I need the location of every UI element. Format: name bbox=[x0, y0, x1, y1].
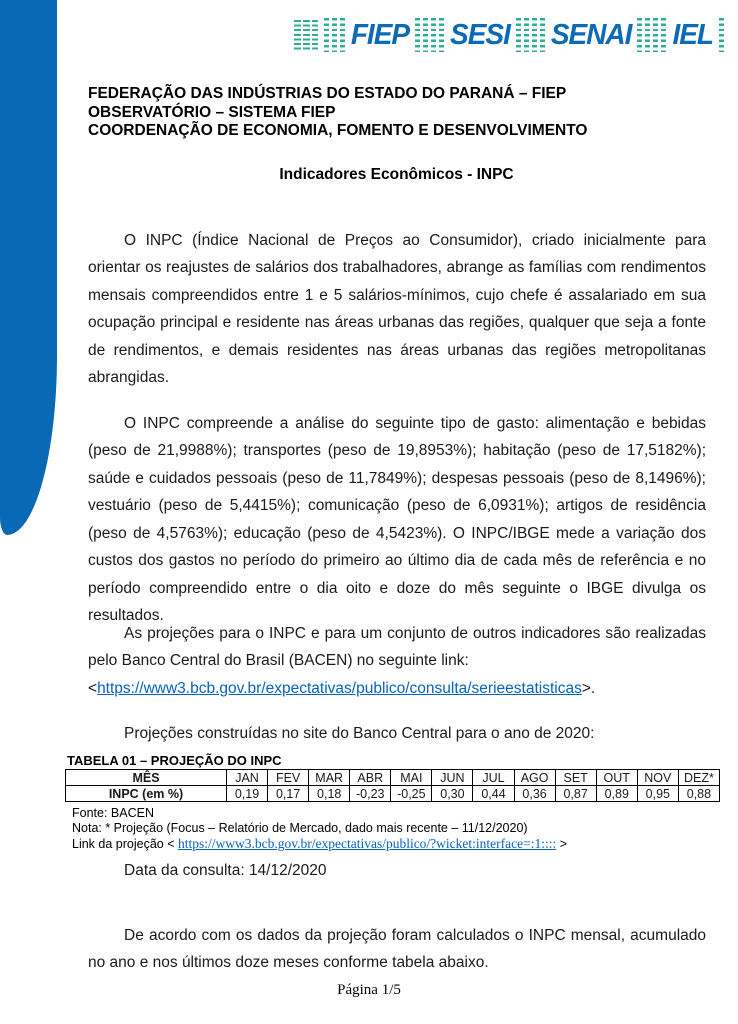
paragraph-projections-2020: Projeções construídas no site do Banco Central para o ano de 2020: bbox=[124, 724, 595, 742]
consultation-date: Data da consulta: 14/12/2020 bbox=[124, 862, 327, 879]
inpc-projection-table bbox=[65, 769, 720, 802]
header-cell-month: NOV bbox=[637, 770, 678, 786]
header-cell-mes: MÊS bbox=[66, 770, 227, 786]
header-cell-month: MAR bbox=[309, 770, 350, 786]
value-cell: 0,95 bbox=[637, 786, 678, 802]
header-line-coordenacao: COORDENAÇÃO DE ECONOMIA, FOMENTO E DESENVOLVIMENTO bbox=[88, 122, 588, 140]
table-notes bbox=[72, 806, 712, 853]
bacen-series-link[interactable]: https://www3.bcb.gov.br/expectativas/publico/consulta/serieestatisticas bbox=[97, 679, 582, 697]
table-source: Fonte: BACEN bbox=[72, 806, 154, 820]
logo-dashes-icon bbox=[637, 18, 666, 52]
row-label-inpc: INPC (em %) bbox=[66, 786, 227, 802]
paragraph-calculation-note: De acordo com os dados da projeção foram calculados o INPC mensal, acumulado no ano e nos últimos doze meses conforme tabela abaixo. bbox=[88, 926, 706, 971]
logo-dashes-icon bbox=[324, 18, 345, 52]
fiep-system-logo bbox=[294, 16, 724, 54]
header-line-observatorio: OBSERVATÓRIO – SISTEMA FIEP bbox=[88, 103, 336, 121]
value-cell: 0,30 bbox=[432, 786, 473, 802]
value-cell: 0,17 bbox=[268, 786, 309, 802]
header-cell-month: JAN bbox=[227, 770, 268, 786]
bacen-projection-link[interactable]: https://www3.bcb.gov.br/expectativas/publico/?wicket:interface=:1:::: bbox=[177, 836, 557, 852]
projections-intro-text: As projeções para o INPC e para um conjunto de outros indicadores são realizadas pelo Banco Central do Brasil (BACEN) no seguinte link: bbox=[88, 624, 706, 669]
table-note: Nota: * Projeção (Focus – Relatório de Mercado, dado mais recente – 11/12/2020) bbox=[72, 821, 528, 836]
link-suffix: > bbox=[556, 837, 568, 852]
logo-dashes-icon bbox=[719, 18, 724, 52]
table-caption: TABELA 01 – PROJEÇÃO DO INPC bbox=[67, 753, 282, 768]
logo-word-fiep: FIEP bbox=[350, 18, 410, 51]
header-cell-month: JUL bbox=[473, 770, 514, 786]
value-cell: -0,23 bbox=[350, 786, 391, 802]
value-cell: 0,89 bbox=[596, 786, 637, 802]
angle-open: < bbox=[88, 679, 98, 697]
header-cell-month: FEV bbox=[268, 770, 309, 786]
value-cell: -0,25 bbox=[391, 786, 432, 802]
header-cell-month: OUT bbox=[596, 770, 637, 786]
header-cell-month: JUN bbox=[432, 770, 473, 786]
value-cell: 0,87 bbox=[555, 786, 596, 802]
link-wrapper bbox=[88, 680, 595, 697]
document-header bbox=[88, 85, 705, 141]
header-cell-month: ABR bbox=[350, 770, 391, 786]
logo-word-sesi: SESI bbox=[450, 18, 510, 51]
header-cell-month: DEZ* bbox=[678, 770, 719, 786]
logo-word-iel: IEL bbox=[672, 18, 713, 51]
link-prefix: Link da projeção < bbox=[72, 837, 178, 852]
table-header-row bbox=[66, 770, 720, 786]
value-cell: 0,36 bbox=[514, 786, 555, 802]
value-cell: 0,19 bbox=[227, 786, 268, 802]
value-cell: 0,44 bbox=[473, 786, 514, 802]
logo-dashes-icon bbox=[415, 18, 444, 52]
header-line-federacao: FEDERAÇÃO DAS INDÚSTRIAS DO ESTADO DO PARANÁ – FIEP bbox=[88, 85, 567, 102]
page-number: Página 1/5 bbox=[337, 982, 401, 998]
left-accent-bar bbox=[0, 0, 57, 535]
table-link-line bbox=[72, 836, 712, 852]
table-data-row bbox=[66, 786, 720, 802]
logo-word-senai: SENAI bbox=[550, 18, 632, 51]
angle-close: >. bbox=[581, 679, 596, 697]
value-cell: 0,18 bbox=[309, 786, 350, 802]
logo-dashes-icon bbox=[516, 18, 545, 52]
page-title: Indicadores Econômicos - INPC bbox=[279, 166, 514, 183]
paragraph-inpc-weights: O INPC compreende a análise do seguinte tipo de gasto: alimentação e bebidas (peso de 21,9988%); transportes (peso de 19,8953%); habitação (peso de 17,5182%); saúde e cuidados pessoais (peso de 11,7849%); despesas pessoais (peso de 8,1496%); vestuário (peso de 5,4415%); comunicação (peso de 6,0931%); artigos de residência (peso de 4,5763%); educação (peso de 4,5423%). O INPC/IBGE mede a variação dos custos dos gastos no período do primeiro ao último dia de cada mês de referência e no período compreendido entre o dia oito e doze do mês seguinte o IBGE divulga os resultados. bbox=[88, 414, 706, 624]
header-cell-month: SET bbox=[555, 770, 596, 786]
header-cell-month: MAI bbox=[391, 770, 432, 786]
header-cell-month: AGO bbox=[514, 770, 555, 786]
value-cell: 0,88 bbox=[678, 786, 719, 802]
paragraph-inpc-definition: O INPC (Índice Nacional de Preços ao Consumidor), criado inicialmente para orientar os reajustes de salários dos trabalhadores, abrange as famílias com rendimentos mensais compreendidos entre 1 e 5 salários-mínimos, cujo chefe é assalariado em sua ocupação principal e residente nas áreas urbanas das regiões, qualquer que seja a fonte de rendimentos, e demais residentes nas áreas urbanas das regiões metropolitanas abrangidas. bbox=[88, 231, 706, 386]
paragraph-projections-link bbox=[88, 620, 706, 703]
logo-mini-block-icon bbox=[294, 20, 318, 50]
